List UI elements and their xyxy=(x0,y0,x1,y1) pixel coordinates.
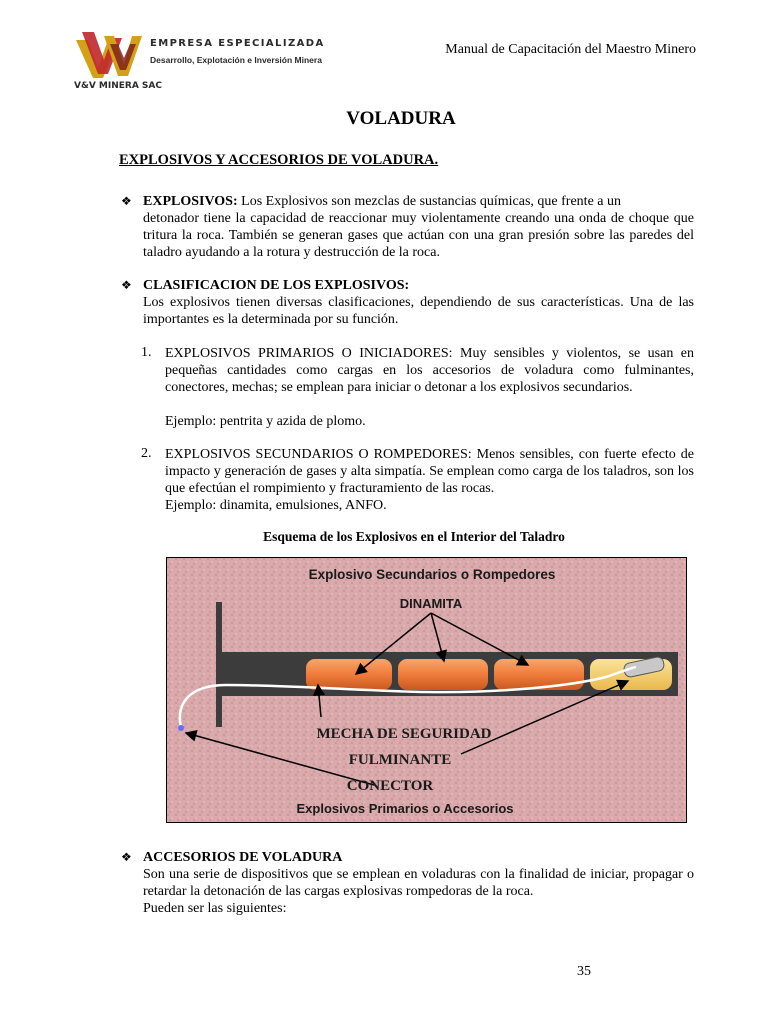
fulminante-label: FULMINANTE xyxy=(348,752,452,768)
company-logo xyxy=(74,30,325,96)
logo-title: EMPRESA ESPECIALIZADA xyxy=(150,38,325,49)
section-subtitle: EXPLOSIVOS Y ACCESORIOS DE VOLADURA. xyxy=(119,152,439,168)
connector xyxy=(178,725,184,731)
bullet-icon: ❖ xyxy=(121,278,132,292)
dinamita-label: DINAMITA xyxy=(399,596,463,611)
list-item-example: Ejemplo: dinamita, emulsiones, ANFO. xyxy=(165,498,387,513)
mecha-label: MECHA DE SEGURIDAD xyxy=(316,726,492,742)
list-item-text: EXPLOSIVOS SECUNDARIOS O ROMPEDORES: Menos sensibles, con fuerte efecto de impacto y generación de gases y alta simpatía. Se emplean como carga de los taladros, son los que efectúan el rompimiento y fracturamiento de las rocas. xyxy=(165,447,694,496)
logo-company-name: V&V MINERA SAC xyxy=(74,81,162,91)
dynamite-cartridge xyxy=(494,659,584,690)
page-title: VOLADURA xyxy=(346,108,456,129)
hole-collar xyxy=(216,602,222,727)
clasificacion-text: Los explosivos tienen diversas clasificaciones, dependiendo de sus características. Una de las importantes es la determinada por su función. xyxy=(143,295,694,327)
bullet-icon: ❖ xyxy=(121,194,132,208)
dynamite-cartridge xyxy=(398,659,488,690)
top-label: Explosivo Secundarios o Rompedores xyxy=(308,567,556,582)
accesorios-text: Son una serie de dispositivos que se emplean en voladuras con la finalidad de iniciar, propagar o retardar la detonación de las cargas explosivas rompedoras de la roca. xyxy=(143,867,694,899)
bullet-icon: ❖ xyxy=(121,850,132,864)
clasificacion-label xyxy=(143,277,694,294)
bottom-label: Explosivos Primarios o Accesorios xyxy=(296,801,514,816)
conector-label: CONECTOR xyxy=(346,778,434,794)
clasificacion-heading: CLASIFICACION DE LOS EXPLOSIVOS: xyxy=(143,278,410,293)
accesorios-heading: ACCESORIOS DE VOLADURA xyxy=(143,850,343,865)
explosivos-text-first: Los Explosivos son mezclas de sustancias químicas, que frente a un xyxy=(241,194,621,209)
list-item-text: EXPLOSIVOS PRIMARIOS O INICIADORES: Muy sensibles y violentos, se usan en pequeñas cantidades como cargas en los accesorios de voladura como fulminantes, conectores, mechas; se emplean para iniciar o detonar a los explosivos secundarios. xyxy=(165,346,694,395)
blast-hole-diagram xyxy=(166,557,687,823)
accesorios-text2: Pueden ser las siguientes: xyxy=(143,901,287,916)
dynamite-cartridge xyxy=(306,659,392,690)
explosivos-label: EXPLOSIVOS: xyxy=(143,194,238,209)
explosivos-text: detonador tiene la capacidad de reaccionar muy violentamente creando una onda de choque que tritura la roca. También se generan gases que actúan con una gran presión sobre las paredes del taladro ayudando a la rotura y destrucción de la roca. xyxy=(143,211,694,260)
figure-caption: Esquema de los Explosivos en el Interior del Taladro xyxy=(263,529,565,544)
header-title: Manual de Capacitación del Maestro Minero xyxy=(445,42,696,57)
vv-logo-icon xyxy=(74,30,146,80)
accesorios-label xyxy=(143,849,694,866)
list-number: 1. xyxy=(141,345,152,360)
page-number: 35 xyxy=(577,964,591,979)
logo-subtitle: Desarrollo, Explotación e Inversión Minera xyxy=(150,55,322,65)
explosivos-first-line xyxy=(143,193,694,210)
list-number: 2. xyxy=(141,446,152,461)
list-item-example: Ejemplo: pentrita y azida de plomo. xyxy=(165,414,366,429)
